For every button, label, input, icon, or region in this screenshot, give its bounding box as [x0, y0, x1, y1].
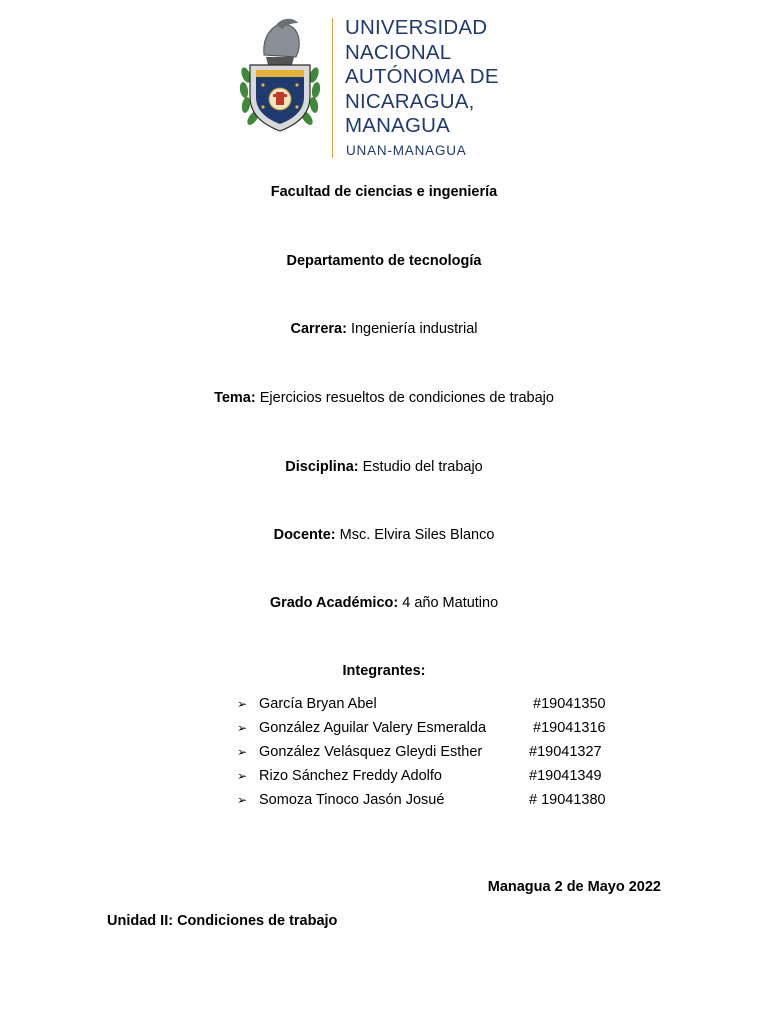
list-item [0, 720, 768, 740]
topic-value: Ejercicios resueltos de condiciones de trabajo [255, 390, 554, 406]
university-name-line: UNIVERSIDAD [345, 16, 488, 39]
member-id: #19041316 [533, 720, 606, 736]
university-seal-logo [236, 15, 324, 137]
member-name: González Velásquez Gleydi Esther [259, 744, 483, 760]
career-line [0, 320, 768, 338]
date-line: Managua 2 de Mayo 2022 [487, 879, 661, 895]
member-name: Somoza Tinoco Jasón Josué [259, 792, 445, 808]
university-name-line: NACIONAL [345, 40, 452, 64]
discipline-label: Disciplina: [285, 459, 359, 475]
university-name-line: MANAGUA [345, 114, 451, 137]
list-item [0, 768, 768, 788]
career-label: Carrera: [290, 321, 347, 337]
university-name-line: AUTÓNOMA DE [345, 65, 499, 88]
logo-divider [332, 18, 333, 158]
arrow-bullet-icon: ➢ [237, 745, 248, 759]
grade-value: 4 año Matutino [398, 595, 499, 611]
arrow-bullet-icon: ➢ [237, 769, 248, 783]
arrow-bullet-icon: ➢ [237, 721, 248, 735]
member-name: González Aguilar Valery Esmeralda [259, 720, 487, 736]
list-item [0, 696, 768, 716]
unit-heading: Unidad II: Condiciones de trabajo [107, 913, 338, 929]
list-item [0, 744, 768, 764]
member-name: García Bryan Abel [259, 696, 377, 712]
topic-label: Tema: [214, 390, 256, 406]
members-title: Integrantes: [342, 663, 426, 679]
arrow-bullet-icon: ➢ [237, 697, 248, 711]
member-name: Rizo Sánchez Freddy Adolfo [259, 768, 442, 784]
topic-line [0, 389, 768, 407]
teacher-value: Msc. Elvira Siles Blanco [335, 527, 495, 543]
career-value: Ingeniería industrial [346, 321, 478, 337]
university-short-name: UNAN-MANAGUA [346, 143, 467, 158]
arrow-bullet-icon: ➢ [237, 793, 248, 807]
member-id: #19041327 [529, 744, 602, 760]
list-item [0, 792, 768, 812]
discipline-line [0, 458, 768, 476]
university-name [345, 16, 545, 139]
faculty-line: Facultad de ciencias e ingeniería [270, 184, 498, 200]
teacher-label: Docente: [273, 527, 336, 543]
department-line: Departamento de tecnología [286, 253, 482, 269]
university-name-line: NICARAGUA, [345, 89, 475, 113]
member-id: # 19041380 [529, 792, 606, 808]
member-id: #19041350 [533, 696, 606, 712]
teacher-line [0, 526, 768, 544]
grade-line [0, 594, 768, 612]
discipline-value: Estudio del trabajo [358, 459, 483, 475]
member-id: #19041349 [529, 768, 602, 784]
grade-label: Grado Académico: [269, 595, 399, 611]
